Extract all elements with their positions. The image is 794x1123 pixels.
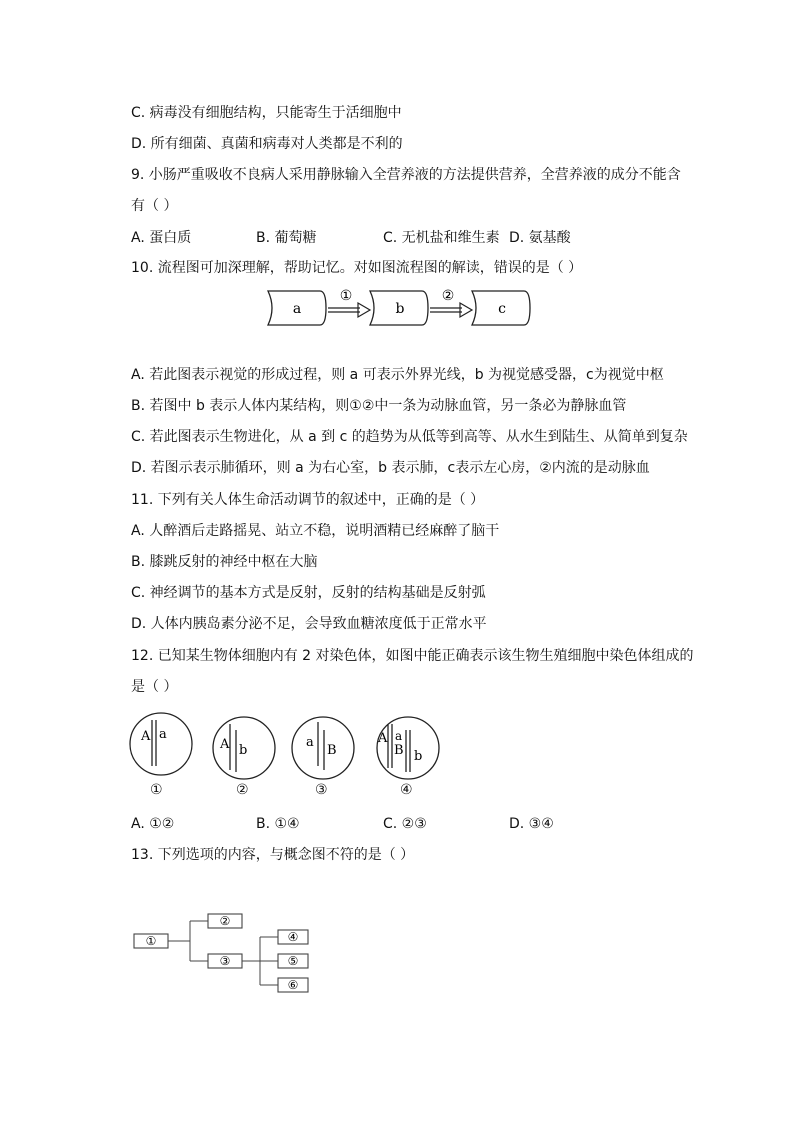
q11-stem: 11. 下列有关人体生命活动调节的叙述中，正确的是（ ） (131, 492, 485, 508)
cell-3-letter-2: B (327, 743, 337, 758)
cell-1-letter-2: a (159, 727, 167, 742)
cell-4-letter-1: A (378, 731, 388, 746)
q10-option-d: D. 若图示表示肺循环，则 a 为右心室，b 表示肺，c表示左心房，②内流的是动脉血 (131, 460, 650, 476)
q11-option-d: D. 人体内胰岛素分泌不足，会导致血糖浓度低于正常水平 (131, 616, 487, 632)
concept-label-6: ⑥ (287, 978, 299, 992)
q11-option-b: B. 膝跳反射的神经中枢在大脑 (131, 554, 318, 570)
flow-arrow-2-label: ② (441, 288, 455, 304)
q12-option-c: C. ②③ (383, 816, 427, 832)
flow-label-c: c (498, 301, 506, 317)
q8-option-d: D. 所有细菌、真菌和病毒对人类都是不利的 (131, 136, 403, 152)
flow-arrow-2 (460, 303, 472, 317)
q10-option-c: C. 若此图表示生物进化，从 a 到 c 的趋势为从低等到高等、从水生到陆生、从简单到复杂 (131, 429, 688, 445)
cell-3-letter-1: a (306, 735, 314, 750)
q10-option-a: A. 若此图表示视觉的形成过程，则 a 可表示外界光线，b 为视觉感受器，c为视觉中枢 (131, 367, 664, 383)
q12-option-b: B. ①④ (256, 816, 300, 832)
concept-label-5: ⑤ (287, 954, 299, 968)
q9-option-a: A. 蛋白质 (131, 230, 192, 246)
flow-label-b: b (395, 301, 405, 317)
q11-option-c: C. 神经调节的基本方式是反射，反射的结构基础是反射弧 (131, 585, 486, 601)
cell-1-label: ① (150, 782, 163, 798)
concept-label-1: ① (145, 934, 157, 948)
cell-4-letter-2: a (395, 729, 403, 743)
flow-diagram (260, 284, 535, 332)
q10-option-b: B. 若图中 b 表示人体内某结构，则①②中一条为动脉血管，另一条必为静脉血管 (131, 398, 627, 414)
q8-option-c: C. 病毒没有细胞结构，只能寄生于活细胞中 (131, 105, 402, 121)
q9-stem-cont: 有（ ） (131, 198, 178, 214)
q12-stem-cont: 是（ ） (131, 679, 178, 695)
chromosome-cells (128, 710, 448, 780)
q9-option-b: B. 葡萄糖 (256, 230, 317, 246)
q12-option-d: D. ③④ (509, 816, 554, 832)
cell-1-letter-1: A (141, 729, 151, 744)
cell-2-letter-1: A (220, 737, 230, 752)
cell-3 (292, 717, 354, 779)
cell-2-letter-2: b (239, 743, 248, 758)
cell-2 (213, 717, 275, 779)
cell-4 (377, 717, 439, 779)
concept-label-3: ③ (219, 954, 231, 968)
q12-option-a: A. ①② (131, 816, 175, 832)
q10-stem: 10. 流程图可加深理解，帮助记忆。对如图流程图的解读，错误的是（ ） (131, 260, 583, 276)
q9-option-c: C. 无机盐和维生素 (383, 230, 500, 246)
cell-4-label: ④ (400, 782, 413, 798)
concept-map (130, 905, 315, 997)
cell-3-label: ③ (315, 782, 328, 798)
flow-label-a: a (292, 301, 302, 317)
cell-2-label: ② (236, 782, 249, 798)
cell-4-letter-3: B (394, 743, 404, 758)
flow-arrow-1-label: ① (339, 288, 353, 304)
q13-stem: 13. 下列选项的内容，与概念图不符的是（ ） (131, 847, 415, 863)
q9-stem: 9. 小肠严重吸收不良病人采用静脉输入全营养液的方法提供营养，全营养液的成分不能含 (131, 167, 681, 183)
q9-option-d: D. 氨基酸 (509, 230, 571, 246)
concept-label-4: ④ (287, 930, 299, 944)
flow-arrow-1 (358, 303, 370, 317)
q11-option-a: A. 人醉酒后走路摇晃、站立不稳，说明酒精已经麻醉了脑干 (131, 523, 500, 539)
q12-stem: 12. 已知某生物体细胞内有 2 对染色体，如图中能正确表示该生物生殖细胞中染色体组成的 (131, 648, 694, 664)
cell-1 (130, 713, 192, 775)
concept-label-2: ② (219, 914, 231, 928)
cell-4-letter-4: b (414, 749, 423, 764)
